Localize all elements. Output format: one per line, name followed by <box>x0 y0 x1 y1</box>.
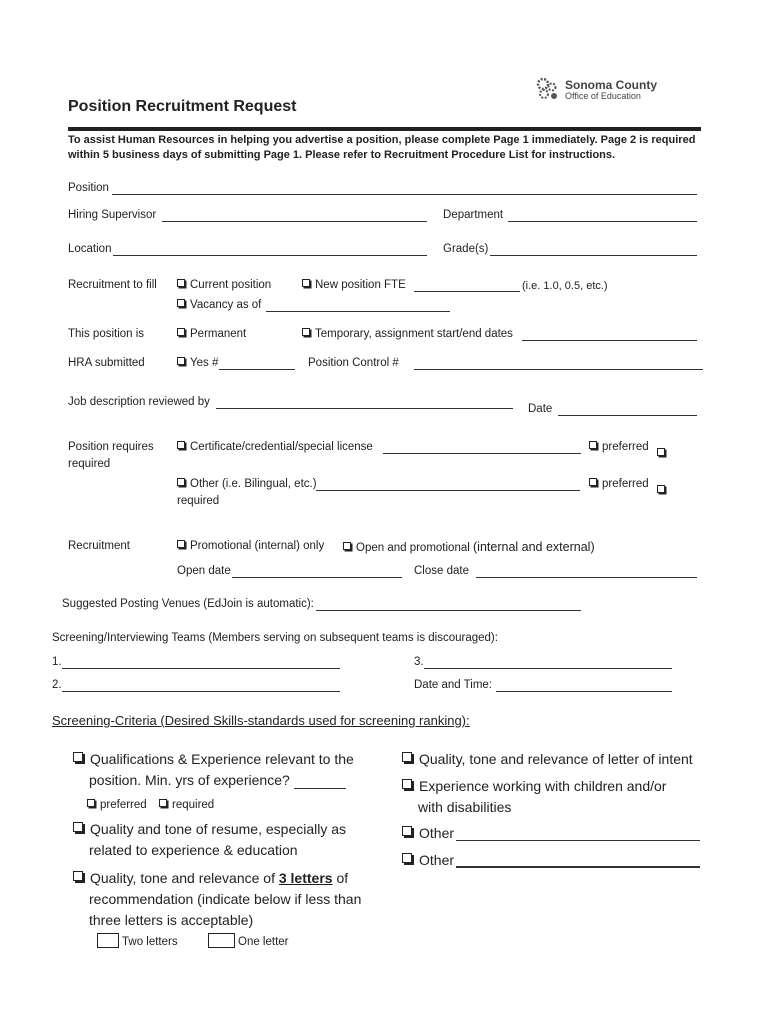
criteria-heading: Screening-Criteria (Desired Skills-standards used for screening ranking): <box>52 713 470 728</box>
temporary-option[interactable] <box>302 328 513 340</box>
location-field[interactable] <box>113 255 427 256</box>
resume-label: Quality and tone of resume, especially as <box>90 821 347 837</box>
vacancy-label: Vacancy as of <box>190 299 262 311</box>
certificate-field[interactable] <box>383 453 581 454</box>
preferred-label: preferred <box>602 441 649 453</box>
min-years-field[interactable] <box>294 788 346 789</box>
resume-line-2: related to experience & education <box>89 842 298 858</box>
hiring-supervisor-field[interactable] <box>162 221 427 222</box>
checkbox-icon[interactable] <box>73 871 83 881</box>
checkbox-icon[interactable] <box>177 357 185 365</box>
checkbox-icon[interactable] <box>302 328 310 336</box>
qual-preferred-option[interactable] <box>87 799 147 811</box>
other-preferred-option[interactable] <box>589 478 649 490</box>
temporary-dates-field[interactable] <box>522 340 697 341</box>
other-1-label: Other <box>419 825 455 841</box>
other-1-option[interactable] <box>402 825 454 841</box>
current-position-option[interactable] <box>177 279 271 291</box>
other-2-field[interactable] <box>456 866 700 868</box>
other-2-label: Other <box>419 852 455 868</box>
other-bilingual-label: Other (i.e. Bilingual, etc.) <box>190 478 317 490</box>
certificate-label: Certificate/credential/special license <box>190 441 373 453</box>
experience-children-option[interactable] <box>402 778 666 794</box>
date-field[interactable] <box>558 415 697 416</box>
checkbox-icon[interactable] <box>589 478 597 486</box>
date-label: Date <box>528 403 553 415</box>
recruitment-to-fill-label: Recruitment to fill <box>68 279 157 291</box>
new-position-option[interactable] <box>302 279 406 291</box>
job-description-label: Job description reviewed by <box>68 396 210 408</box>
recruitment-label: Recruitment <box>68 540 130 552</box>
org-name: Sonoma County <box>565 78 657 92</box>
position-label: Position <box>68 182 109 194</box>
checkbox-icon[interactable] <box>657 485 665 493</box>
this-position-is-label: This position is <box>68 328 145 340</box>
preferred-label: preferred <box>100 799 147 811</box>
two-letters-checkbox[interactable] <box>97 933 119 948</box>
position-field[interactable] <box>112 194 697 195</box>
letters-count: 3 letters <box>278 870 333 886</box>
qualifications-label: Qualifications & Experience relevant to the <box>90 751 354 767</box>
open-promotional-label: Open and promotional <box>356 542 470 554</box>
checkbox-icon[interactable] <box>177 279 185 287</box>
other-2-option[interactable] <box>402 852 454 868</box>
org-subtitle: Office of Education <box>565 91 641 101</box>
other-bilingual-field[interactable] <box>316 490 580 491</box>
job-description-field[interactable] <box>216 408 513 409</box>
intro-line-2: within 5 business days of submitting Page 1. Please refer to Recruitment Procedure List for instructions. <box>68 149 616 161</box>
checkbox-icon[interactable] <box>657 448 665 456</box>
posting-venues-label: Suggested Posting Venues (EdJoin is automatic): <box>62 598 314 610</box>
team-1-label: 1. <box>52 656 62 668</box>
permanent-option[interactable] <box>177 328 246 340</box>
temporary-label: Temporary, assignment start/end dates <box>315 328 513 340</box>
qualifications-option[interactable] <box>73 751 354 767</box>
date-and-time-label: Date and Time: <box>414 679 492 691</box>
experience-children-label: Experience working with children and/or <box>419 778 667 794</box>
org-logo <box>535 76 665 102</box>
position-control-label: Position Control # <box>308 357 399 369</box>
hra-number-field[interactable] <box>219 369 295 370</box>
other-required-checkbox[interactable] <box>657 481 670 499</box>
vacancy-option[interactable] <box>177 299 261 311</box>
letters-label: Quality, tone and relevance of <box>90 870 279 886</box>
position-requires-label: Position requires <box>68 441 154 453</box>
checkbox-icon[interactable] <box>177 478 185 486</box>
checkbox-icon[interactable] <box>402 853 412 863</box>
position-control-field[interactable] <box>414 369 703 370</box>
close-date-field[interactable] <box>476 577 697 578</box>
qualifications-line-2: position. Min. yrs of experience? <box>89 772 290 788</box>
experience-children-line-2: with disabilities <box>418 799 512 815</box>
checkbox-icon[interactable] <box>177 540 185 548</box>
close-date-label: Close date <box>414 565 469 577</box>
required-label: required <box>172 799 215 811</box>
grades-label: Grade(s) <box>443 243 489 255</box>
checkbox-icon[interactable] <box>73 752 83 762</box>
open-promotional-option[interactable] <box>343 540 595 554</box>
page-title: Position Recruitment Request <box>68 98 297 115</box>
permanent-label: Permanent <box>190 328 247 340</box>
title-rule <box>68 127 701 131</box>
team-2-field[interactable] <box>62 691 340 692</box>
screening-teams-label: Screening/Interviewing Teams (Members serving on subsequent teams is discouraged): <box>52 632 498 644</box>
checkbox-icon[interactable] <box>87 799 95 807</box>
grades-field[interactable] <box>490 255 697 256</box>
one-letter-checkbox[interactable] <box>208 933 235 948</box>
checkbox-icon[interactable] <box>302 279 310 287</box>
intro-line-1: To assist Human Resources in helping you advertise a position, please complete Page 1 immediately. Page 2 is required <box>68 134 696 146</box>
checkbox-icon[interactable] <box>73 822 83 832</box>
checkbox-icon[interactable] <box>177 328 185 336</box>
certificate-option[interactable] <box>177 441 373 453</box>
position-requires-label-2: required <box>68 458 111 470</box>
other-required-label: required <box>177 495 220 507</box>
two-letters-option[interactable] <box>97 933 178 948</box>
other-1-field[interactable] <box>456 840 700 841</box>
location-label: Location <box>68 243 112 255</box>
fte-hint: (i.e. 1.0, 0.5, etc.) <box>522 280 608 292</box>
preferred-label: preferred <box>602 478 649 490</box>
promotional-internal-option[interactable] <box>177 540 324 552</box>
letters-line-2: recommendation (indicate below if less than <box>89 891 362 907</box>
hra-submitted-label: HRA submitted <box>68 357 145 369</box>
date-and-time-field[interactable] <box>496 691 672 692</box>
checkbox-icon[interactable] <box>402 826 412 836</box>
department-label: Department <box>443 209 504 221</box>
letters-option[interactable] <box>73 870 348 886</box>
checkbox-icon[interactable] <box>402 779 412 789</box>
other-bilingual-option[interactable] <box>177 478 317 490</box>
letter-intent-option[interactable] <box>402 751 693 767</box>
checkbox-icon[interactable] <box>343 542 351 550</box>
checkbox-icon[interactable] <box>177 299 185 307</box>
one-letter-option[interactable] <box>208 933 289 948</box>
checkbox-icon[interactable] <box>402 752 412 762</box>
hra-yes-option[interactable] <box>177 357 218 369</box>
checkbox-icon[interactable] <box>159 799 167 807</box>
promotional-internal-label: Promotional (internal) only <box>190 540 325 552</box>
letters-label-end: of <box>332 870 349 886</box>
certificate-preferred-option[interactable] <box>589 441 649 453</box>
hiring-supervisor-label: Hiring Supervisor <box>68 209 157 221</box>
qual-required-option[interactable] <box>159 799 214 811</box>
team-3-field[interactable] <box>424 668 672 669</box>
open-date-field[interactable] <box>232 577 402 578</box>
resume-option[interactable] <box>73 821 346 837</box>
logo-gears-icon <box>535 76 561 102</box>
hra-yes-label: Yes # <box>190 357 219 369</box>
two-letters-label: Two letters <box>122 936 178 948</box>
internal-external-label: (internal and external) <box>473 540 595 554</box>
posting-venues-field[interactable] <box>316 610 581 611</box>
open-date-label: Open date <box>177 565 231 577</box>
department-field[interactable] <box>508 221 697 222</box>
team-3-label: 3. <box>414 656 424 668</box>
fte-field[interactable] <box>414 291 520 292</box>
checkbox-icon[interactable] <box>177 441 185 449</box>
letter-intent-label: Quality, tone and relevance of letter of intent <box>419 751 693 767</box>
current-position-label: Current position <box>190 279 272 291</box>
certificate-required-checkbox[interactable] <box>657 444 670 462</box>
team-2-label: 2. <box>52 679 62 691</box>
letters-line-3: three letters is acceptable) <box>89 912 254 928</box>
checkbox-icon[interactable] <box>589 441 597 449</box>
team-1-field[interactable] <box>62 668 340 669</box>
vacancy-date-field[interactable] <box>266 311 450 312</box>
one-letter-label: One letter <box>238 936 289 948</box>
new-position-label: New position FTE <box>315 279 406 291</box>
